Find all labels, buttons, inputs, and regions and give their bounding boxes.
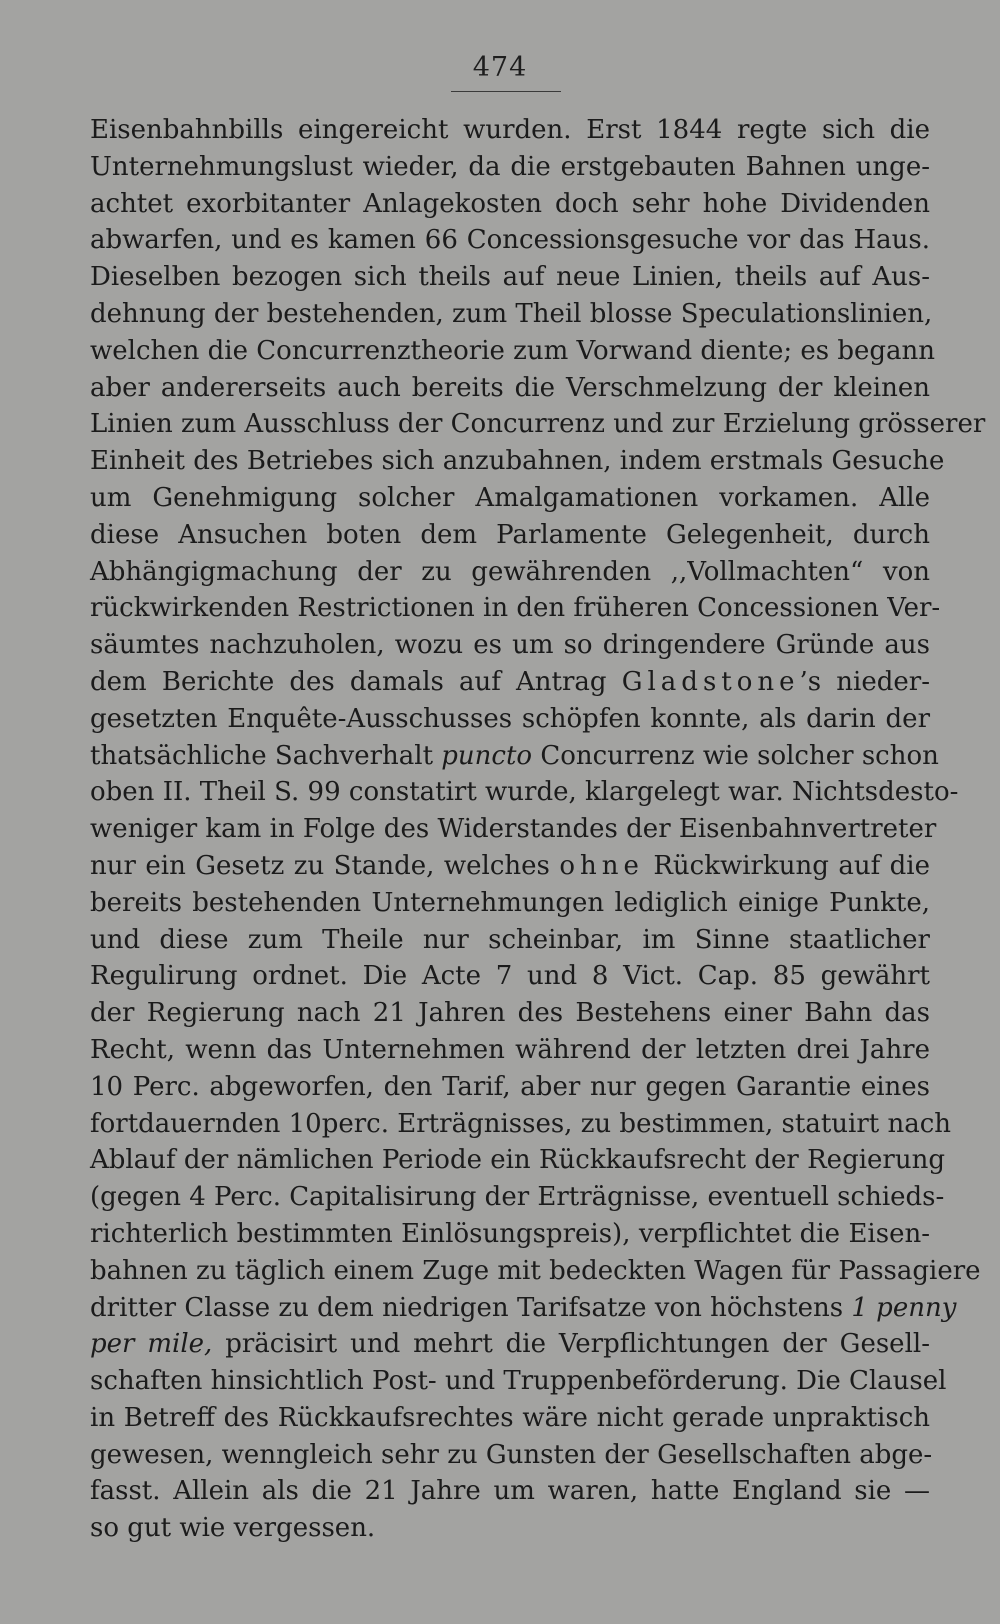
text-line: schaften hinsichtlich Post- und Truppenbeförderung. Die Clausel <box>90 1366 947 1397</box>
text-line: Eisenbahnbills eingereicht wurden. Erst 1844 regte sich die <box>90 115 930 145</box>
text-line: dritter Classe zu dem niedrigen Tarifsatze von höchstens 1 penny <box>90 1292 957 1323</box>
text-line: Einheit des Betriebes sich anzubahnen, indem erstmals Gesuche <box>90 446 945 477</box>
text-line: welchen die Concurrenztheorie zum Vorwand diente; es begann <box>90 335 936 366</box>
text-line: (gegen 4 Perc. Capitalisirung der Erträgnisse, eventuell schieds- <box>90 1182 945 1213</box>
header-rule <box>451 91 561 92</box>
text-line: und diese zum Theile nur scheinbar, im Sinne staatlicher <box>90 924 930 955</box>
text-line: säumtes nachzuholen, wozu es um so dringendere Gründe aus <box>90 630 930 661</box>
text-line: fortdauernden 10perc. Erträgnisses, zu bestimmen, statuirt nach <box>90 1108 952 1139</box>
italic-term: 1 penny <box>851 1292 957 1323</box>
text-line: Unternehmungslust wieder, da die erstgebauten Bahnen unge- <box>90 151 930 182</box>
text-line: der Regierung nach 21 Jahren des Bestehens einer Bahn das <box>90 998 930 1029</box>
text-line: bereits bestehenden Unternehmungen lediglich einige Punkte, <box>90 887 930 918</box>
text-line: fasst. Allein als die 21 Jahre um waren, hatte England sie — <box>90 1476 930 1507</box>
text-line: nur ein Gesetz zu Stande, welches ohne Rückwirkung auf die <box>90 850 930 881</box>
spaced-name: Gladstone <box>621 666 800 697</box>
text-line: Regulirung ordnet. Die Acte 7 und 8 Vict. Cap. 85 gewährt <box>90 961 930 992</box>
spaced-emphasis: ohne <box>559 850 644 881</box>
text-line: aber andererseits auch bereits die Verschmelzung der kleinen <box>90 372 930 403</box>
text-line: in Betreff des Rückkaufsrechtes wäre nicht gerade unpraktisch <box>90 1402 930 1433</box>
text-line: per mile, präcisirt und mehrt die Verpflichtungen der Gesell- <box>90 1329 930 1360</box>
text-line: Abhängigmachung der zu gewährenden ,,Vollmachten“ von <box>90 556 930 587</box>
page-number: 474 <box>472 52 528 83</box>
text-line: so gut wie vergessen. <box>90 1513 376 1544</box>
text-line: Ablauf der nämlichen Periode ein Rückkaufsrecht der Regierung <box>90 1145 945 1176</box>
text-line: Recht, wenn das Unternehmen während der letzten drei Jahre <box>90 1034 930 1065</box>
text-line: Linien zum Ausschluss der Concurrenz und zur Erzielung grösserer <box>90 409 986 440</box>
text-line: gewesen, wenngleich sehr zu Gunsten der Gesellschaften abge- <box>90 1439 933 1470</box>
page-header <box>0 52 1000 87</box>
text-line: bahnen zu täglich einem Zuge mit bedeckten Wagen für Passagiere <box>90 1255 981 1286</box>
text-line: oben II. Theil S. 99 constatirt wurde, klargelegt war. Nichtsdesto- <box>90 777 959 808</box>
italic-term: per mile, <box>90 1329 213 1360</box>
text-line: Dieselben bezogen sich theils auf neue Linien, theils auf Aus- <box>90 262 930 293</box>
text-line: gesetzten Enquête-Ausschusses schöpfen konnte, als darin der <box>90 703 930 734</box>
text-line: weniger kam in Folge des Widerstandes der Eisenbahnvertreter <box>90 814 937 845</box>
text-line: richterlich bestimmten Einlösungspreis), verpflichtet die Eisen- <box>90 1218 930 1249</box>
text-line: thatsächliche Sachverhalt puncto Concurrenz wie solcher schon <box>90 740 939 771</box>
text-line: um Genehmigung solcher Amalgamationen vorkamen. Alle <box>90 482 930 513</box>
text-line: 10 Perc. abgeworfen, den Tarif, aber nur gegen Garantie eines <box>90 1071 930 1102</box>
text-line: abwarfen, und es kamen 66 Concessionsgesuche vor das Haus. <box>90 225 930 256</box>
text-line: dem Berichte des damals auf Antrag Gladstone’s nieder- <box>90 666 930 697</box>
text-line: rückwirkenden Restrictionen in den früheren Concessionen Ver- <box>90 593 941 624</box>
body-text <box>90 112 986 1547</box>
text-line: dehnung der bestehenden, zum Theil blosse Speculationslinien, <box>90 298 933 329</box>
italic-term: puncto <box>441 740 533 771</box>
text-line: diese Ansuchen boten dem Parlamente Gelegenheit, durch <box>90 519 930 550</box>
text-line: achtet exorbitanter Anlagekosten doch sehr hohe Dividenden <box>90 188 930 219</box>
